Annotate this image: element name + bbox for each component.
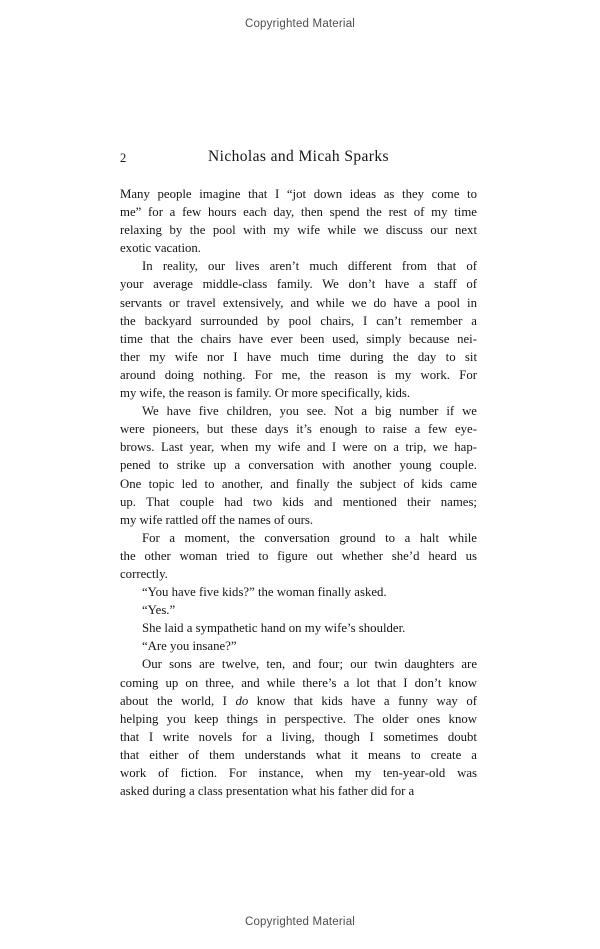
text-line: servants or travel extensively, and while we do have a pool in — [120, 295, 477, 310]
book-page — [120, 148, 477, 800]
copyright-watermark-top: Copyrighted Material — [244, 18, 356, 30]
text-line: my wife, the reason is family. Or more specifically, kids. — [120, 386, 411, 401]
text-line: my wife rattled off the names of ours. — [120, 512, 314, 527]
paragraph — [120, 655, 477, 800]
italic-text-segment: do — [235, 693, 249, 708]
text-line: She laid a sympathetic hand on my wife’s shoulder. — [142, 621, 406, 636]
text-line: For a moment, the conversation ground to a halt while — [142, 530, 477, 545]
page-number: 2 — [120, 151, 127, 165]
text-line: “You have five kids?” the woman finally asked. — [142, 585, 387, 600]
text-line: that I write novels for a living, though I sometimes doubt — [120, 729, 477, 744]
paragraph — [120, 529, 477, 583]
paragraph — [120, 583, 477, 601]
text-line: Many people imagine that I “jot down ideas as they come to — [120, 187, 477, 201]
text-line: up. That couple had two kids and mentioned their names; — [120, 494, 477, 509]
text-line: work of fiction. For instance, when my ten-year-old was — [120, 766, 477, 780]
text-line: that either of them understands what it means to create a — [120, 747, 477, 762]
text-line: ther my wife nor I have much time during the day to sit — [120, 349, 477, 364]
text-line: the other woman tried to figure out whether she’d heard us — [120, 548, 477, 563]
text-line: We have five children, you see. Not a big number if we — [142, 404, 477, 419]
text-line: brows. Last year, when my wife and I were on a trip, we hap- — [120, 440, 477, 455]
text-line — [120, 692, 477, 710]
text-line: asked during a class presentation what his father did for a — [120, 784, 415, 799]
text-line: One topic led to another, and finally the subject of kids came — [120, 476, 477, 491]
text-line: around doing nothing. For me, the reason is my work. For — [120, 367, 477, 382]
text-line: “Are you insane?” — [142, 639, 237, 654]
text-line: your average middle-class family. We don’t have a staff of — [120, 277, 477, 292]
text-line: exotic vacation. — [120, 241, 202, 256]
text-line: pened to strike up a conversation with another young couple. — [120, 458, 477, 473]
text-line: In reality, our lives aren’t much different from that of — [142, 259, 477, 274]
paragraph — [120, 637, 477, 655]
paragraph — [120, 185, 477, 257]
text-line: Our sons are twelve, ten, and four; our twin daughters are — [142, 657, 477, 672]
paragraph — [120, 601, 477, 619]
text-segment: know that kids have a funny way of — [248, 693, 477, 708]
running-title: Nicholas and Micah Sparks — [208, 148, 389, 165]
text-line: helping you keep things in perspective. The older ones know — [120, 711, 477, 726]
paragraph — [120, 402, 477, 529]
text-line: me” for a few hours each day, then spend the rest of my time — [120, 205, 477, 220]
text-line: coming up on three, and while there’s a lot that I don’t know — [120, 675, 477, 690]
page-header — [120, 148, 477, 167]
text-line: time that the chairs have ever been used, simply because nei- — [120, 331, 477, 346]
copyright-watermark-bottom: Copyrighted Material — [244, 916, 356, 928]
text-line: correctly. — [120, 566, 168, 581]
paragraph — [120, 619, 477, 637]
text-line: “Yes.” — [142, 603, 176, 618]
text-line: the backyard surrounded by pool chairs, I can’t remember a — [120, 313, 477, 328]
text-line: relaxing by the pool with my wife while we discuss our next — [120, 223, 477, 238]
text-segment: about the world, I — [120, 693, 236, 708]
text-line: were pioneers, but these days it’s enough to raise a few eye- — [120, 422, 477, 437]
paragraph — [120, 257, 477, 402]
page-body — [120, 185, 477, 800]
